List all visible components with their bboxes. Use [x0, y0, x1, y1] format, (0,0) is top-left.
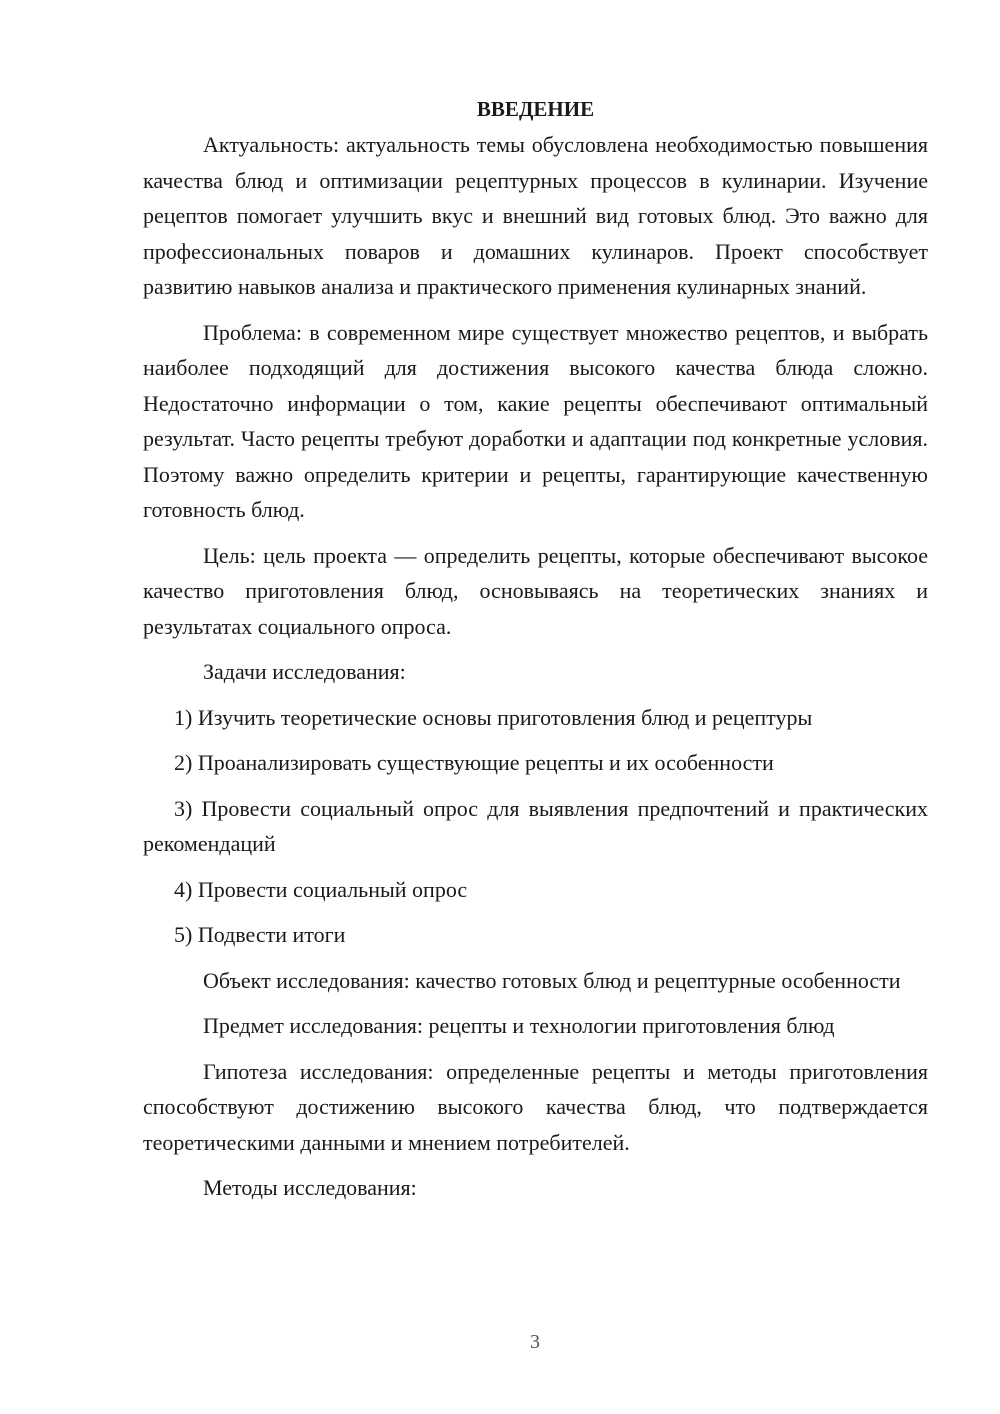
page-number: 3: [530, 1331, 540, 1353]
document-page: [143, 92, 928, 1206]
page-title: ВВЕДЕНИЕ: [476, 97, 595, 121]
task-item-2: 2) Проанализировать существующие рецепты и их особенности: [174, 750, 774, 775]
relevance-paragraph: Актуальность: актуальность темы обусловлена необходимостью повышения качества блюд и оптимизации рецептурных процессов в кулинарии. Изучение рецептов помогает улучшить вкус и внешний вид готовых блюд. Это важно для профессиональных поваров и домашних кулинаров. Проект способствует развитию навыков анализа и практического применения кулинарных знаний.: [143, 132, 928, 299]
tasks-heading: Задачи исследования:: [203, 659, 406, 684]
task-item-4: 4) Провести социальный опрос: [174, 876, 468, 902]
task-item-3: 3) Провести социальный опрос для выявления предпочтений и практических рекомендаций: [143, 795, 928, 856]
task-item-1: 1) Изучить теоретические основы приготовления блюд и рецептуры: [174, 704, 813, 730]
goal-paragraph: Цель: цель проекта — определить рецепты, которые обеспечивают высокое качество приготовления блюд, основываясь на теоретических знаниях и результатах социального опроса.: [143, 542, 928, 639]
object-paragraph: Объект исследования: качество готовых блюд и рецептурные особенности: [203, 967, 901, 993]
hypothesis-paragraph: Гипотеза исследования: определенные рецепты и методы приготовления способствуют достижению высокого качества блюд, что подтверждается теоретическими данными и мнением потребителей.: [143, 1058, 928, 1155]
problem-paragraph: Проблема: в современном мире существует множество рецептов, и выбрать наиболее подходящий для достижения высокого качества блюда сложно. Недостаточно информации о том, какие рецепты обеспечивают оптимальный результат. Часто рецепты требуют доработки и адаптации под конкретные условия. Поэтому важно определить критерии и рецепты, гарантирующие качественную готовность блюд.: [143, 319, 928, 522]
methods-paragraph: Методы исследования:: [203, 1175, 417, 1200]
task-item-5: 5) Подвести итоги: [174, 922, 346, 947]
subject-paragraph: Предмет исследования: рецепты и технологии приготовления блюд: [203, 1013, 835, 1038]
